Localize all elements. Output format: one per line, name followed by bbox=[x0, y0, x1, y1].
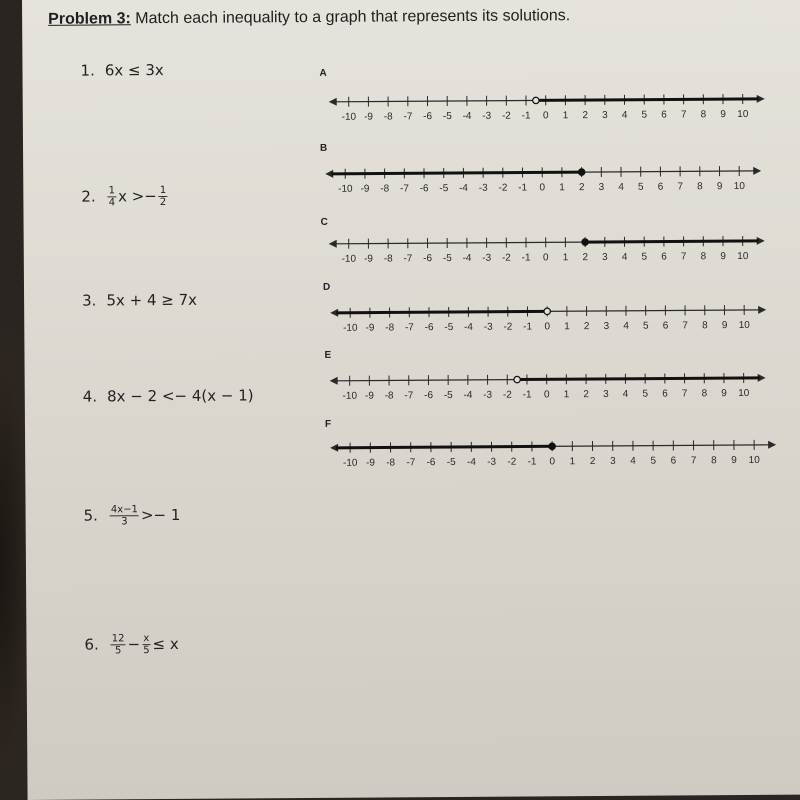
right-arrow-icon bbox=[758, 306, 766, 314]
solution-ray bbox=[536, 99, 759, 101]
tick-label: 10 bbox=[737, 108, 749, 121]
tick-label: -5 bbox=[439, 183, 449, 195]
tick-label: -9 bbox=[365, 457, 375, 469]
tick-label: -2 bbox=[501, 252, 511, 264]
problem-item-2 bbox=[81, 185, 169, 209]
tick-label: 5 bbox=[642, 320, 649, 332]
problem-item-1 bbox=[80, 61, 163, 80]
tick-label: -8 bbox=[385, 322, 395, 334]
left-arrow-icon bbox=[329, 240, 337, 248]
tick-label: 7 bbox=[680, 109, 687, 121]
number-line-e bbox=[332, 368, 772, 407]
fraction bbox=[111, 633, 126, 656]
inequality-part: ≤ x bbox=[152, 634, 179, 654]
graph-label-d: D bbox=[322, 281, 331, 293]
tick-label: -2 bbox=[502, 389, 512, 401]
tick-label: 2 bbox=[583, 389, 589, 401]
tick-label: 8 bbox=[711, 455, 717, 467]
tick-label: -4 bbox=[462, 252, 472, 264]
tick-label: 1 bbox=[563, 389, 570, 401]
denominator: 2 bbox=[159, 196, 167, 209]
numerator: 1 bbox=[159, 184, 167, 197]
number-line-c bbox=[331, 231, 771, 270]
numerator: 12 bbox=[111, 633, 125, 645]
inequality: 8x − 2 <− 4(x − 1) bbox=[107, 386, 254, 406]
numerator: x bbox=[143, 633, 150, 645]
tick-label: 6 bbox=[670, 455, 677, 467]
numerator: 1 bbox=[108, 185, 116, 197]
tick-label: -1 bbox=[523, 321, 533, 333]
tick-label: 8 bbox=[697, 181, 703, 193]
page-title bbox=[48, 7, 570, 29]
tick-label: 6 bbox=[662, 388, 668, 400]
tick-label: -5 bbox=[442, 111, 452, 123]
closed-point bbox=[582, 239, 588, 245]
tick-label: 6 bbox=[661, 251, 667, 263]
tick-label: 3 bbox=[598, 181, 605, 193]
tick-label: -8 bbox=[386, 457, 396, 469]
tick-label: -5 bbox=[446, 456, 456, 469]
tick-label: -7 bbox=[404, 322, 414, 334]
tick-label: -7 bbox=[403, 111, 413, 123]
right-arrow-icon bbox=[753, 167, 761, 175]
tick-label: 10 bbox=[738, 387, 750, 400]
left-arrow-icon bbox=[330, 377, 338, 385]
tick-label: -1 bbox=[521, 252, 531, 264]
tick-label: -3 bbox=[487, 456, 497, 468]
fraction bbox=[108, 185, 117, 208]
problem-item-5 bbox=[84, 504, 181, 528]
inequality: 6x ≤ 3x bbox=[104, 61, 164, 80]
tick-label: 4 bbox=[618, 181, 624, 193]
tick-label: -3 bbox=[478, 182, 488, 194]
fraction bbox=[142, 633, 151, 656]
tick-label: 2 bbox=[589, 456, 596, 468]
inequality-part: >− 1 bbox=[140, 505, 181, 525]
tick-label: -7 bbox=[404, 390, 414, 402]
problem-number: 3. bbox=[82, 291, 97, 310]
tick-label: 4 bbox=[622, 388, 629, 400]
problem-item-4 bbox=[83, 386, 254, 405]
tick-label: -8 bbox=[383, 253, 393, 265]
tick-label: -10 bbox=[342, 457, 358, 469]
tick-label: -5 bbox=[443, 390, 453, 402]
tick-label: 3 bbox=[610, 455, 616, 467]
tick-label: 0 bbox=[544, 321, 551, 333]
tick-label: 9 bbox=[721, 320, 728, 332]
inequality-part: − bbox=[127, 635, 141, 654]
tick-label: 1 bbox=[564, 321, 570, 333]
tick-label: -9 bbox=[365, 322, 375, 334]
tick-label: 5 bbox=[641, 109, 648, 121]
tick-label: -6 bbox=[424, 390, 434, 402]
number-line-a bbox=[331, 89, 771, 128]
tick-label: 8 bbox=[701, 388, 708, 400]
tick-label: -2 bbox=[501, 110, 511, 122]
tick-label: 9 bbox=[720, 109, 726, 121]
tick-label: 0 bbox=[543, 389, 550, 401]
tick-label: 1 bbox=[562, 110, 569, 122]
tick-label: -3 bbox=[483, 321, 493, 333]
tick-label: 5 bbox=[642, 388, 649, 400]
tick-label: -10 bbox=[343, 322, 358, 334]
problem-number: 1. bbox=[80, 61, 95, 80]
tick-label: 3 bbox=[603, 320, 610, 332]
tick-label: -4 bbox=[463, 389, 473, 401]
tick-label: -7 bbox=[399, 183, 409, 195]
tick-label: 9 bbox=[721, 388, 727, 400]
tick-label: 1 bbox=[569, 456, 576, 468]
tick-label: 0 bbox=[543, 110, 549, 122]
number-line-f bbox=[332, 435, 782, 474]
tick-label: -3 bbox=[482, 252, 492, 264]
tick-label: 2 bbox=[582, 110, 589, 122]
problem-number: 5. bbox=[83, 506, 98, 525]
graph-label-a: A bbox=[319, 67, 327, 79]
tick-label: 1 bbox=[562, 252, 569, 264]
tick-label: 7 bbox=[690, 455, 697, 467]
tick-label: 10 bbox=[737, 250, 749, 263]
tick-label: -9 bbox=[360, 183, 370, 195]
right-arrow-icon bbox=[768, 441, 776, 449]
denominator: 5 bbox=[143, 645, 150, 657]
solution-ray bbox=[336, 446, 552, 448]
solution-ray bbox=[331, 172, 581, 174]
denominator: 4 bbox=[108, 197, 116, 209]
open-point bbox=[514, 376, 520, 382]
tick-label: 3 bbox=[603, 388, 609, 400]
tick-label: -2 bbox=[503, 321, 513, 333]
tick-label: 9 bbox=[731, 455, 737, 467]
tick-label: 10 bbox=[733, 180, 745, 193]
tick-label: -6 bbox=[423, 253, 433, 265]
solution-ray bbox=[585, 241, 759, 242]
tick-label: -5 bbox=[444, 321, 454, 334]
tick-label: -6 bbox=[426, 457, 436, 469]
tick-label: -1 bbox=[521, 110, 531, 122]
tick-label: 2 bbox=[582, 252, 589, 264]
solution-ray bbox=[517, 378, 760, 380]
closed-point bbox=[549, 443, 555, 449]
tick-label: -9 bbox=[364, 253, 374, 265]
tick-label: 3 bbox=[602, 251, 608, 263]
tick-label: 8 bbox=[702, 320, 708, 332]
problem-number: 2. bbox=[81, 187, 96, 206]
open-point bbox=[533, 97, 539, 103]
tick-label: -4 bbox=[462, 110, 472, 122]
tick-label: -7 bbox=[406, 457, 416, 469]
tick-label: -10 bbox=[341, 111, 357, 123]
number-line-b bbox=[327, 161, 767, 200]
tick-label: 0 bbox=[542, 252, 549, 264]
tick-label: 9 bbox=[716, 181, 723, 193]
numerator: 4x−1 bbox=[110, 504, 138, 516]
tick-label: 5 bbox=[650, 455, 657, 467]
fraction bbox=[110, 504, 139, 527]
tick-label: 8 bbox=[700, 109, 707, 121]
problem-instructions: Match each inequality to a graph that represents its solutions. bbox=[135, 7, 571, 28]
tick-label: 4 bbox=[621, 251, 628, 263]
graph-label-f: F bbox=[324, 418, 332, 430]
tick-label: -1 bbox=[527, 456, 537, 468]
tick-label: -10 bbox=[338, 183, 353, 195]
tick-label: -4 bbox=[466, 456, 476, 468]
tick-label: 7 bbox=[680, 251, 687, 263]
tick-label: -9 bbox=[364, 390, 374, 402]
tick-label: -3 bbox=[483, 389, 493, 401]
tick-label: 9 bbox=[720, 251, 726, 263]
tick-label: 6 bbox=[661, 109, 667, 121]
worksheet-page bbox=[22, 0, 800, 800]
denominator: 3 bbox=[121, 516, 128, 528]
fraction bbox=[159, 185, 168, 208]
tick-label: -8 bbox=[383, 111, 393, 123]
problem-label: Problem 3: bbox=[48, 10, 131, 28]
tick-label: -2 bbox=[507, 456, 517, 468]
tick-label: 2 bbox=[578, 182, 585, 194]
tick-label: -6 bbox=[423, 111, 433, 123]
tick-label: -4 bbox=[459, 182, 469, 194]
tick-label: 4 bbox=[623, 320, 629, 332]
tick-label: 6 bbox=[657, 181, 664, 193]
graph-label-c: C bbox=[320, 216, 328, 228]
tick-label: 7 bbox=[681, 388, 688, 400]
tick-label: 3 bbox=[602, 109, 608, 121]
tick-label: -6 bbox=[419, 183, 429, 195]
tick-label: -5 bbox=[442, 253, 452, 265]
tick-label: 5 bbox=[638, 181, 644, 193]
tick-label: -9 bbox=[364, 111, 374, 123]
number-line-d bbox=[332, 300, 772, 339]
problem-number: 6. bbox=[84, 635, 99, 654]
problem-item-3 bbox=[82, 291, 197, 310]
tick-label: -7 bbox=[403, 253, 413, 265]
graph-label-b: B bbox=[320, 142, 328, 154]
problem-number: 4. bbox=[82, 387, 98, 406]
tick-label: 10 bbox=[748, 454, 760, 466]
tick-label: 0 bbox=[549, 456, 556, 468]
tick-label: -6 bbox=[424, 322, 434, 334]
inequality: 5x + 4 ≥ 7x bbox=[106, 290, 198, 310]
tick-label: 5 bbox=[641, 251, 648, 263]
inequality-part: x >− bbox=[117, 187, 157, 206]
tick-label: -10 bbox=[341, 253, 357, 265]
tick-label: 6 bbox=[662, 320, 669, 332]
tick-label: 7 bbox=[682, 320, 689, 332]
tick-label: -1 bbox=[518, 182, 528, 194]
tick-label: 4 bbox=[621, 109, 628, 121]
tick-label: 0 bbox=[539, 182, 546, 194]
tick-label: 1 bbox=[559, 182, 565, 194]
problem-item-6 bbox=[84, 633, 178, 657]
tick-label: -8 bbox=[380, 183, 390, 195]
graph-label-e: E bbox=[324, 349, 332, 361]
tick-label: 10 bbox=[738, 319, 750, 332]
tick-label: -4 bbox=[464, 321, 473, 333]
open-point bbox=[544, 308, 550, 314]
tick-label: -2 bbox=[498, 182, 508, 194]
tick-label: 7 bbox=[677, 181, 684, 193]
tick-label: 2 bbox=[583, 321, 590, 333]
tick-label: -8 bbox=[384, 390, 394, 402]
denominator: 5 bbox=[114, 645, 122, 657]
tick-label: -10 bbox=[342, 390, 358, 402]
tick-label: 4 bbox=[630, 455, 636, 467]
solution-ray bbox=[336, 311, 547, 312]
tick-label: -3 bbox=[482, 110, 492, 122]
tick-label: 8 bbox=[700, 251, 707, 263]
left-arrow-icon bbox=[329, 98, 337, 106]
tick-label: -1 bbox=[522, 389, 532, 401]
closed-point bbox=[578, 169, 584, 175]
